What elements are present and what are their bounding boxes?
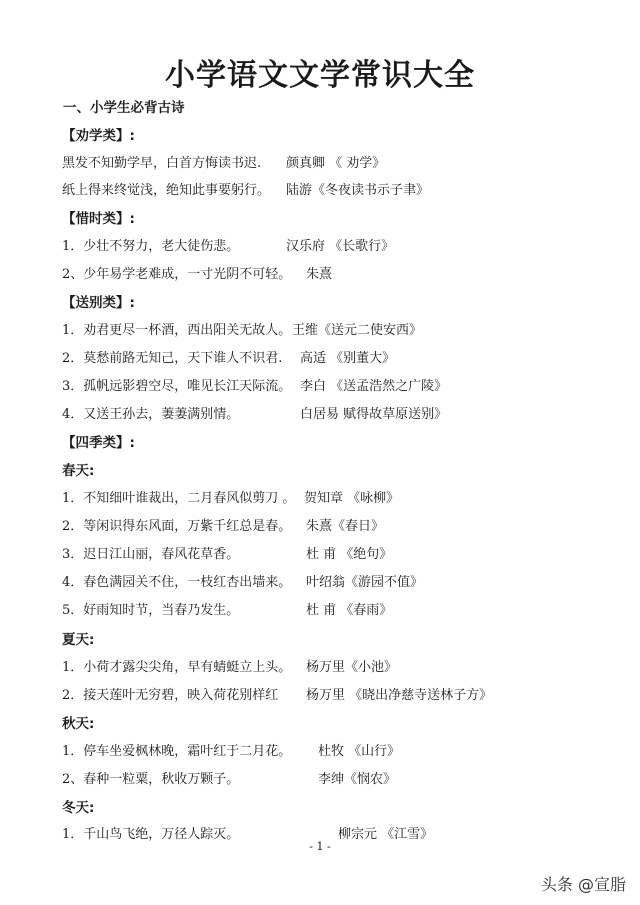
- poem-source: 杜 甫 《绝句》: [306, 547, 393, 562]
- poem-source: 杨万里 《晓出净慈寺送林子方》: [306, 688, 493, 703]
- poem-source: 杜牧 《山行》: [318, 744, 401, 759]
- poem-line: [62, 543, 393, 563]
- poem-source: 汉乐府 《长歌行》: [286, 239, 395, 254]
- poem-source: 杨万里《小池》: [306, 660, 398, 675]
- poem-line: [62, 375, 448, 395]
- poem-text: 1．小荷才露尖尖角，早有蜻蜓立上头。: [62, 660, 292, 675]
- category-xishi: 【惜时类】:: [62, 211, 135, 227]
- poem-text: 1．少壮不努力，老大徒伤悲。: [62, 239, 240, 254]
- poem-line: [62, 179, 430, 199]
- watermark: 头条 @宣脂: [540, 875, 626, 894]
- poem-text: 3．迟日江山丽，春风花草香。: [62, 547, 240, 562]
- poem-line: [62, 656, 398, 676]
- poem-text: 黑发不知勤学早，白首方悔读书迟.: [62, 156, 262, 171]
- poem-source: 贺知章 《咏柳》: [304, 491, 400, 506]
- poem-source: 李白 《送孟浩然之广陵》: [300, 379, 448, 394]
- poem-source: 朱熹: [306, 267, 333, 282]
- poem-line: [62, 403, 448, 423]
- poem-source: 朱熹《春日》: [306, 519, 385, 534]
- poem-source: 叶绍翁《游园不值》: [306, 575, 424, 590]
- poem-line: [62, 599, 393, 619]
- poem-text: 1．劝君更尽一杯酒，西出阳关无故人。: [62, 323, 292, 338]
- poem-line: [62, 684, 493, 704]
- poem-text: 2、春种一粒粟，秋收万颗子。: [62, 772, 240, 787]
- poem-source: 李绅《悯农》: [318, 772, 397, 787]
- poem-text: 2．接天莲叶无穷碧，映入荷花别样红: [62, 688, 279, 703]
- poem-text: 3．孤帆远影碧空尽，唯见长江天际流。: [62, 379, 292, 394]
- poem-line: [62, 263, 333, 283]
- category-siji: 【四季类】:: [62, 435, 135, 451]
- poem-source: 杜 甫 《春雨》: [306, 603, 393, 618]
- page-title: 小学语文文学常识大全: [165, 58, 475, 93]
- poem-line: [62, 740, 401, 760]
- poem-text: 4．春色满园关不住，一枝红杏出墙来。: [62, 575, 292, 590]
- poem-source: 颜真卿 《 劝学》: [286, 156, 386, 171]
- season-autumn: 秋天:: [62, 716, 95, 732]
- poem-text: 1．不知细叶谁裁出，二月春风似剪刀 。: [62, 491, 296, 506]
- poem-source: 柳宗元 《江雪》: [338, 827, 434, 842]
- poem-source: 王维《送元二使安西》: [292, 323, 423, 338]
- poem-line: [62, 515, 385, 535]
- poem-line: [62, 235, 395, 255]
- poem-source: 陆游《冬夜读书示子聿》: [286, 183, 430, 198]
- category-songbie: 【送别类】:: [62, 295, 135, 311]
- category-quanxue: 【劝学类】:: [62, 128, 135, 144]
- poem-source: 高适 《别董大》: [300, 351, 396, 366]
- poem-line: [62, 347, 396, 367]
- season-summer: 夏天:: [62, 632, 95, 648]
- poem-text: 1．停车坐爱枫林晚，霜叶红于二月花。: [62, 744, 292, 759]
- poem-text: 2、少年易学老难成，一寸光阴不可轻。: [62, 267, 292, 282]
- poem-text: 2．等闲识得东风面，万紫千红总是春。: [62, 519, 292, 534]
- poem-text: 2．莫愁前路无知己，天下谁人不识君.: [62, 351, 283, 366]
- poem-text: 5．好雨知时节，当春乃发生。: [62, 603, 240, 618]
- poem-line: [62, 768, 397, 788]
- page-number: - 1 -: [309, 840, 331, 853]
- season-winter: 冬天:: [62, 800, 95, 816]
- poem-text: 纸上得来终觉浅，绝知此事要躬行。: [62, 183, 271, 198]
- poem-source: 白居易 赋得故草原送别》: [300, 407, 448, 422]
- section-heading: 一、小学生必背古诗: [63, 100, 185, 116]
- poem-line: [62, 571, 424, 591]
- poem-text: 1．千山鸟飞绝，万径人踪灭。: [62, 827, 240, 842]
- season-spring: 春天:: [62, 463, 95, 479]
- poem-text: 4．又送王孙去，萋萋满别情。: [62, 407, 240, 422]
- poem-line: [62, 319, 423, 339]
- poem-line: [62, 152, 386, 172]
- poem-line: [62, 487, 400, 507]
